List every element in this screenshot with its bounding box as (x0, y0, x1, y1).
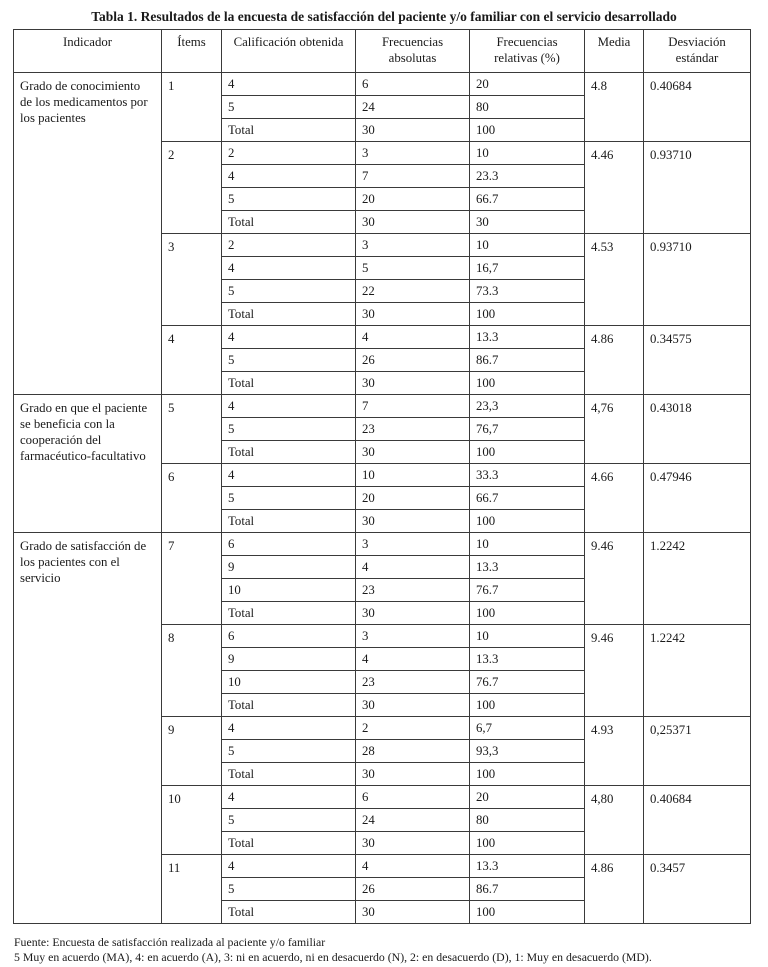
calificacion-cell: 5 (222, 96, 356, 119)
media-cell: 4.8 (585, 73, 644, 142)
calificacion-cell: 4 (222, 326, 356, 349)
media-cell: 4.66 (585, 464, 644, 533)
desviacion-cell: 0,25371 (644, 717, 751, 786)
calificacion-cell: 10 (222, 579, 356, 602)
frecuencia-relativa-cell: 100 (470, 510, 585, 533)
calificacion-cell: 5 (222, 740, 356, 763)
frecuencia-absoluta-cell: 24 (356, 809, 470, 832)
frecuencia-relativa-cell: 100 (470, 694, 585, 717)
frecuencia-absoluta-cell: 30 (356, 510, 470, 533)
table-row (14, 395, 751, 418)
frecuencia-relativa-cell: 66.7 (470, 487, 585, 510)
frecuencia-relativa-cell: 66.7 (470, 188, 585, 211)
calificacion-cell: Total (222, 372, 356, 395)
calificacion-cell: Total (222, 832, 356, 855)
frecuencia-absoluta-cell: 7 (356, 165, 470, 188)
frecuencia-relativa-cell: 13.3 (470, 326, 585, 349)
frecuencia-relativa-cell: 100 (470, 832, 585, 855)
frecuencia-absoluta-cell: 23 (356, 418, 470, 441)
calificacion-cell: 4 (222, 395, 356, 418)
legend-note: 5 Muy en acuerdo (MA), 4: en acuerdo (A), 3: ni en acuerdo, ni en desacuerdo (N), 2: en desacuerdo (D), 1: Muy en desacuerdo (MD). (14, 950, 652, 964)
calificacion-cell: Total (222, 510, 356, 533)
frecuencia-absoluta-cell: 3 (356, 533, 470, 556)
frecuencia-relativa-cell: 73.3 (470, 280, 585, 303)
frecuencia-absoluta-cell: 3 (356, 234, 470, 257)
calificacion-cell: 10 (222, 671, 356, 694)
frecuencia-absoluta-cell: 5 (356, 257, 470, 280)
calificacion-cell: 4 (222, 165, 356, 188)
frecuencia-relativa-cell: 100 (470, 372, 585, 395)
frecuencia-absoluta-cell: 30 (356, 211, 470, 234)
calificacion-cell: Total (222, 211, 356, 234)
calificacion-cell: Total (222, 119, 356, 142)
header-items: Ítems (162, 30, 222, 73)
media-cell: 4.86 (585, 855, 644, 924)
frecuencia-relativa-cell: 76,7 (470, 418, 585, 441)
frecuencia-relativa-cell: 13.3 (470, 556, 585, 579)
frecuencia-relativa-cell: 16,7 (470, 257, 585, 280)
frecuencia-absoluta-cell: 30 (356, 372, 470, 395)
item-cell: 7 (162, 533, 222, 625)
header-frecuencias-relativas: Frecuencias relativas (%) (470, 30, 585, 73)
desviacion-cell: 1.2242 (644, 533, 751, 625)
desviacion-cell: 0.93710 (644, 142, 751, 234)
frecuencia-absoluta-cell: 30 (356, 832, 470, 855)
frecuencia-relativa-cell: 100 (470, 901, 585, 924)
indicator-cell: Grado en que el paciente se beneficia con la cooperación del farmacéutico-facultativo (14, 395, 162, 533)
frecuencia-relativa-cell: 30 (470, 211, 585, 234)
frecuencia-absoluta-cell: 20 (356, 487, 470, 510)
desviacion-cell: 0.40684 (644, 786, 751, 855)
indicator-cell: Grado de conocimiento de los medicamentos por los pacientes (14, 73, 162, 395)
calificacion-cell: 6 (222, 625, 356, 648)
item-cell: 8 (162, 625, 222, 717)
header-desviacion: Desviación estándar (644, 30, 751, 73)
frecuencia-absoluta-cell: 26 (356, 349, 470, 372)
frecuencia-relativa-cell: 23.3 (470, 165, 585, 188)
calificacion-cell: 4 (222, 73, 356, 96)
frecuencia-absoluta-cell: 4 (356, 855, 470, 878)
frecuencia-absoluta-cell: 2 (356, 717, 470, 740)
frecuencia-relativa-cell: 10 (470, 625, 585, 648)
frecuencia-relativa-cell: 86.7 (470, 349, 585, 372)
frecuencia-relativa-cell: 100 (470, 763, 585, 786)
desviacion-cell: 0.40684 (644, 73, 751, 142)
calificacion-cell: 5 (222, 809, 356, 832)
calificacion-cell: 6 (222, 533, 356, 556)
frecuencia-absoluta-cell: 23 (356, 671, 470, 694)
frecuencia-relativa-cell: 100 (470, 303, 585, 326)
media-cell: 9.46 (585, 625, 644, 717)
frecuencia-absoluta-cell: 6 (356, 786, 470, 809)
calificacion-cell: Total (222, 694, 356, 717)
calificacion-cell: 2 (222, 234, 356, 257)
media-cell: 9.46 (585, 533, 644, 625)
item-cell: 2 (162, 142, 222, 234)
frecuencia-relativa-cell: 100 (470, 441, 585, 464)
frecuencia-absoluta-cell: 7 (356, 395, 470, 418)
media-cell: 4,80 (585, 786, 644, 855)
media-cell: 4.53 (585, 234, 644, 326)
item-cell: 5 (162, 395, 222, 464)
frecuencia-absoluta-cell: 23 (356, 579, 470, 602)
frecuencia-relativa-cell: 76.7 (470, 671, 585, 694)
frecuencia-absoluta-cell: 30 (356, 763, 470, 786)
frecuencia-relativa-cell: 33.3 (470, 464, 585, 487)
frecuencia-absoluta-cell: 24 (356, 96, 470, 119)
calificacion-cell: 5 (222, 280, 356, 303)
frecuencia-relativa-cell: 86.7 (470, 878, 585, 901)
calificacion-cell: Total (222, 602, 356, 625)
calificacion-cell: 4 (222, 464, 356, 487)
indicator-cell: Grado de satisfacción de los pacientes con el servicio (14, 533, 162, 924)
frecuencia-absoluta-cell: 4 (356, 648, 470, 671)
calificacion-cell: 9 (222, 648, 356, 671)
frecuencia-relativa-cell: 80 (470, 96, 585, 119)
table-row (14, 533, 751, 556)
header-row (14, 30, 751, 73)
frecuencia-relativa-cell: 10 (470, 533, 585, 556)
calificacion-cell: 2 (222, 142, 356, 165)
calificacion-cell: 4 (222, 855, 356, 878)
frecuencia-absoluta-cell: 26 (356, 878, 470, 901)
source-note: Fuente: Encuesta de satisfacción realizada al paciente y/o familiar (14, 935, 326, 949)
frecuencia-relativa-cell: 13.3 (470, 648, 585, 671)
desviacion-cell: 0.93710 (644, 234, 751, 326)
frecuencia-relativa-cell: 10 (470, 234, 585, 257)
item-cell: 6 (162, 464, 222, 533)
table-notes (14, 935, 764, 965)
frecuencia-relativa-cell: 93,3 (470, 740, 585, 763)
calificacion-cell: 5 (222, 188, 356, 211)
calificacion-cell: Total (222, 763, 356, 786)
item-cell: 3 (162, 234, 222, 326)
frecuencia-relativa-cell: 20 (470, 73, 585, 96)
frecuencia-relativa-cell: 76.7 (470, 579, 585, 602)
calificacion-cell: 5 (222, 349, 356, 372)
frecuencia-relativa-cell: 100 (470, 119, 585, 142)
frecuencia-absoluta-cell: 4 (356, 556, 470, 579)
frecuencia-absoluta-cell: 30 (356, 901, 470, 924)
calificacion-cell: 5 (222, 878, 356, 901)
item-cell: 11 (162, 855, 222, 924)
desviacion-cell: 0.43018 (644, 395, 751, 464)
media-cell: 4.93 (585, 717, 644, 786)
header-frecuencias-absolutas: Frecuencias absolutas (356, 30, 470, 73)
header-media: Media (585, 30, 644, 73)
table-row (14, 73, 751, 96)
table-body (14, 73, 751, 924)
frecuencia-absoluta-cell: 30 (356, 694, 470, 717)
calificacion-cell: 4 (222, 257, 356, 280)
frecuencia-absoluta-cell: 3 (356, 625, 470, 648)
frecuencia-absoluta-cell: 30 (356, 119, 470, 142)
frecuencia-relativa-cell: 6,7 (470, 717, 585, 740)
frecuencia-absoluta-cell: 4 (356, 326, 470, 349)
item-cell: 9 (162, 717, 222, 786)
frecuencia-absoluta-cell: 22 (356, 280, 470, 303)
media-cell: 4,76 (585, 395, 644, 464)
table-caption: Tabla 1. Resultados de la encuesta de satisfacción del paciente y/o familiar con el servicio desarrollado (91, 9, 677, 24)
header-calificacion: Calificación obtenida (222, 30, 356, 73)
media-cell: 4.46 (585, 142, 644, 234)
frecuencia-absoluta-cell: 3 (356, 142, 470, 165)
header-indicador: Indicador (14, 30, 162, 73)
item-cell: 4 (162, 326, 222, 395)
frecuencia-absoluta-cell: 30 (356, 303, 470, 326)
calificacion-cell: 5 (222, 418, 356, 441)
results-table (13, 29, 751, 924)
frecuencia-relativa-cell: 23,3 (470, 395, 585, 418)
frecuencia-relativa-cell: 20 (470, 786, 585, 809)
item-cell: 10 (162, 786, 222, 855)
calificacion-cell: 5 (222, 487, 356, 510)
frecuencia-relativa-cell: 100 (470, 602, 585, 625)
frecuencia-absoluta-cell: 20 (356, 188, 470, 211)
calificacion-cell: 4 (222, 717, 356, 740)
frecuencia-absoluta-cell: 10 (356, 464, 470, 487)
media-cell: 4.86 (585, 326, 644, 395)
item-cell: 1 (162, 73, 222, 142)
calificacion-cell: 4 (222, 786, 356, 809)
frecuencia-relativa-cell: 10 (470, 142, 585, 165)
frecuencia-absoluta-cell: 30 (356, 441, 470, 464)
calificacion-cell: 9 (222, 556, 356, 579)
frecuencia-absoluta-cell: 6 (356, 73, 470, 96)
desviacion-cell: 0.47946 (644, 464, 751, 533)
desviacion-cell: 0.3457 (644, 855, 751, 924)
frecuencia-absoluta-cell: 28 (356, 740, 470, 763)
calificacion-cell: Total (222, 901, 356, 924)
frecuencia-absoluta-cell: 30 (356, 602, 470, 625)
frecuencia-relativa-cell: 80 (470, 809, 585, 832)
calificacion-cell: Total (222, 303, 356, 326)
desviacion-cell: 1.2242 (644, 625, 751, 717)
frecuencia-relativa-cell: 13.3 (470, 855, 585, 878)
desviacion-cell: 0.34575 (644, 326, 751, 395)
calificacion-cell: Total (222, 441, 356, 464)
